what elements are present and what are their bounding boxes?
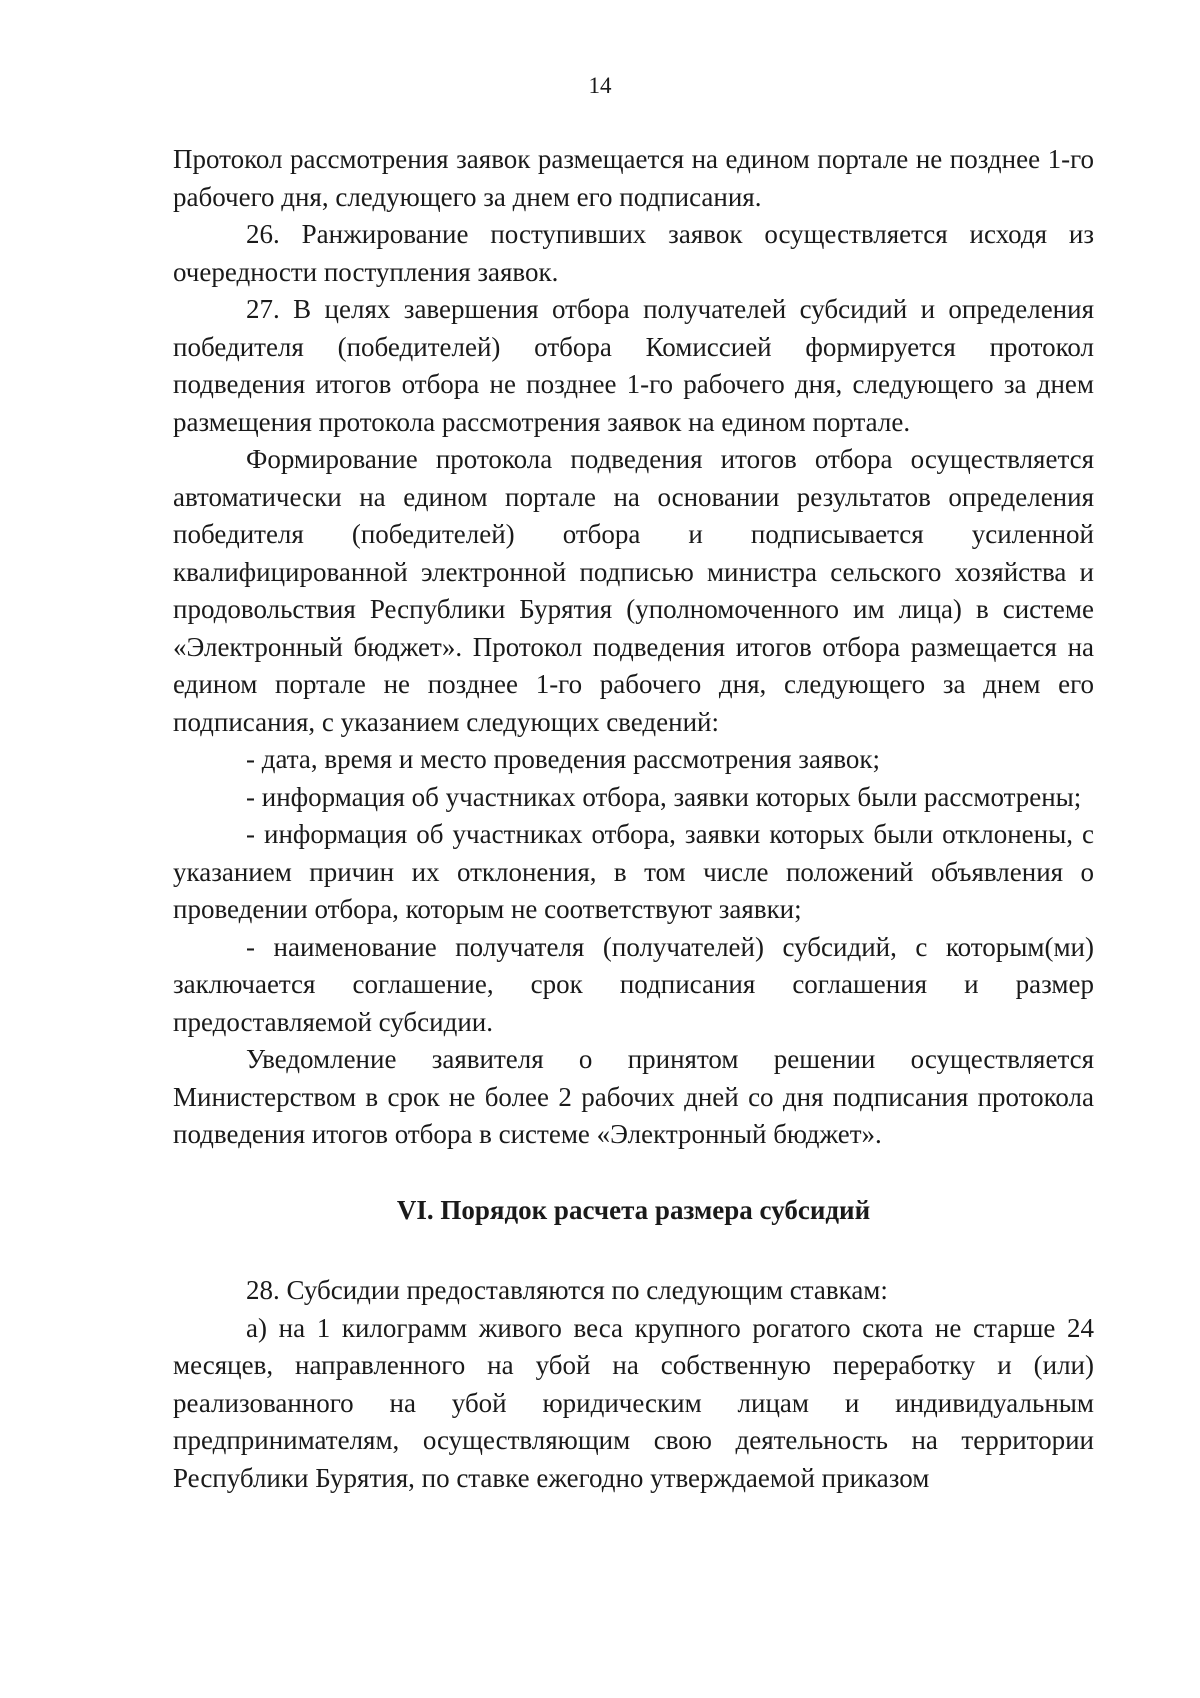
paragraph-item-28: 28. Субсидии предоставляются по следующим ставкам:: [246, 1275, 888, 1305]
paragraph-notification: Уведомление заявителя о принятом решении осуществляется Министерством в срок не более 2 рабочих дней со дня подписания протокола подведения итогов отбора в системе «Электронный бюджет».: [173, 1044, 1094, 1149]
list-item-recipient-name: - наименование получателя (получателей) субсидий, с которым(ми) заключается соглашение, срок подписания соглашения и размер предоставляемой субсидии.: [173, 931, 1094, 1037]
paragraph-item-28-a: а) на 1 килограмм живого веса крупного рогатого скота не старше 24 месяцев, направленного на убой на собственную переработку и (или) реализованного на убой юридическим лицам и индивидуальным предпринимателям, осуществляющим свою деятельность на территории Республики Бурятия, по ставке ежегодно утверждаемой приказом: [173, 1312, 1094, 1493]
paragraph-protocol-formation: Формирование протокола подведения итогов отбора осуществляется автоматически на едином портале на основании результатов определения победителя (победителей) отбора и подписывается усиленной квалифицированной электронной подписью министра сельского хозяйства и продовольствия Республики Бурятия (уполномоченного им лица) в системе «Электронный бюджет». Протокол подведения итогов отбора размещается на едином портале не позднее 1-го рабочего дня, следующего за днем его подписания, с указанием следующих сведений:: [173, 444, 1094, 737]
paragraph-item-27: 27. В целях завершения отбора получателей субсидий и определения победителя (победителей) отбора Комиссией формируется протокол подведения итогов отбора не позднее 1-го рабочего дня, следующего за днем размещения протокола рассмотрения заявок на едином портале.: [173, 294, 1094, 437]
paragraph-item-26: 26. Ранжирование поступивших заявок осуществляется исходя из очередности поступления заявок.: [173, 219, 1094, 287]
list-item-rejected-participants: - информация об участниках отбора, заявки которых были отклонены, с указанием причин их отклонения, в том числе положений объявления о проведении отбора, которым не соответствуют заявки;: [173, 819, 1094, 924]
section-title: VI. Порядок расчета размера субсидий: [396, 1194, 871, 1225]
list-item-date-time-place: - дата, время и место проведения рассмотрения заявок;: [246, 744, 881, 774]
page-number: 14: [588, 73, 612, 98]
paragraph-protocol-publication: Протокол рассмотрения заявок размещается на едином портале не позднее 1-го рабочего дня, следующего за днем его подписания.: [173, 144, 1094, 212]
document-body: [173, 141, 1094, 1497]
list-item-considered-participants: - информация об участниках отбора, заявки которых были рассмотрены;: [246, 781, 1082, 812]
